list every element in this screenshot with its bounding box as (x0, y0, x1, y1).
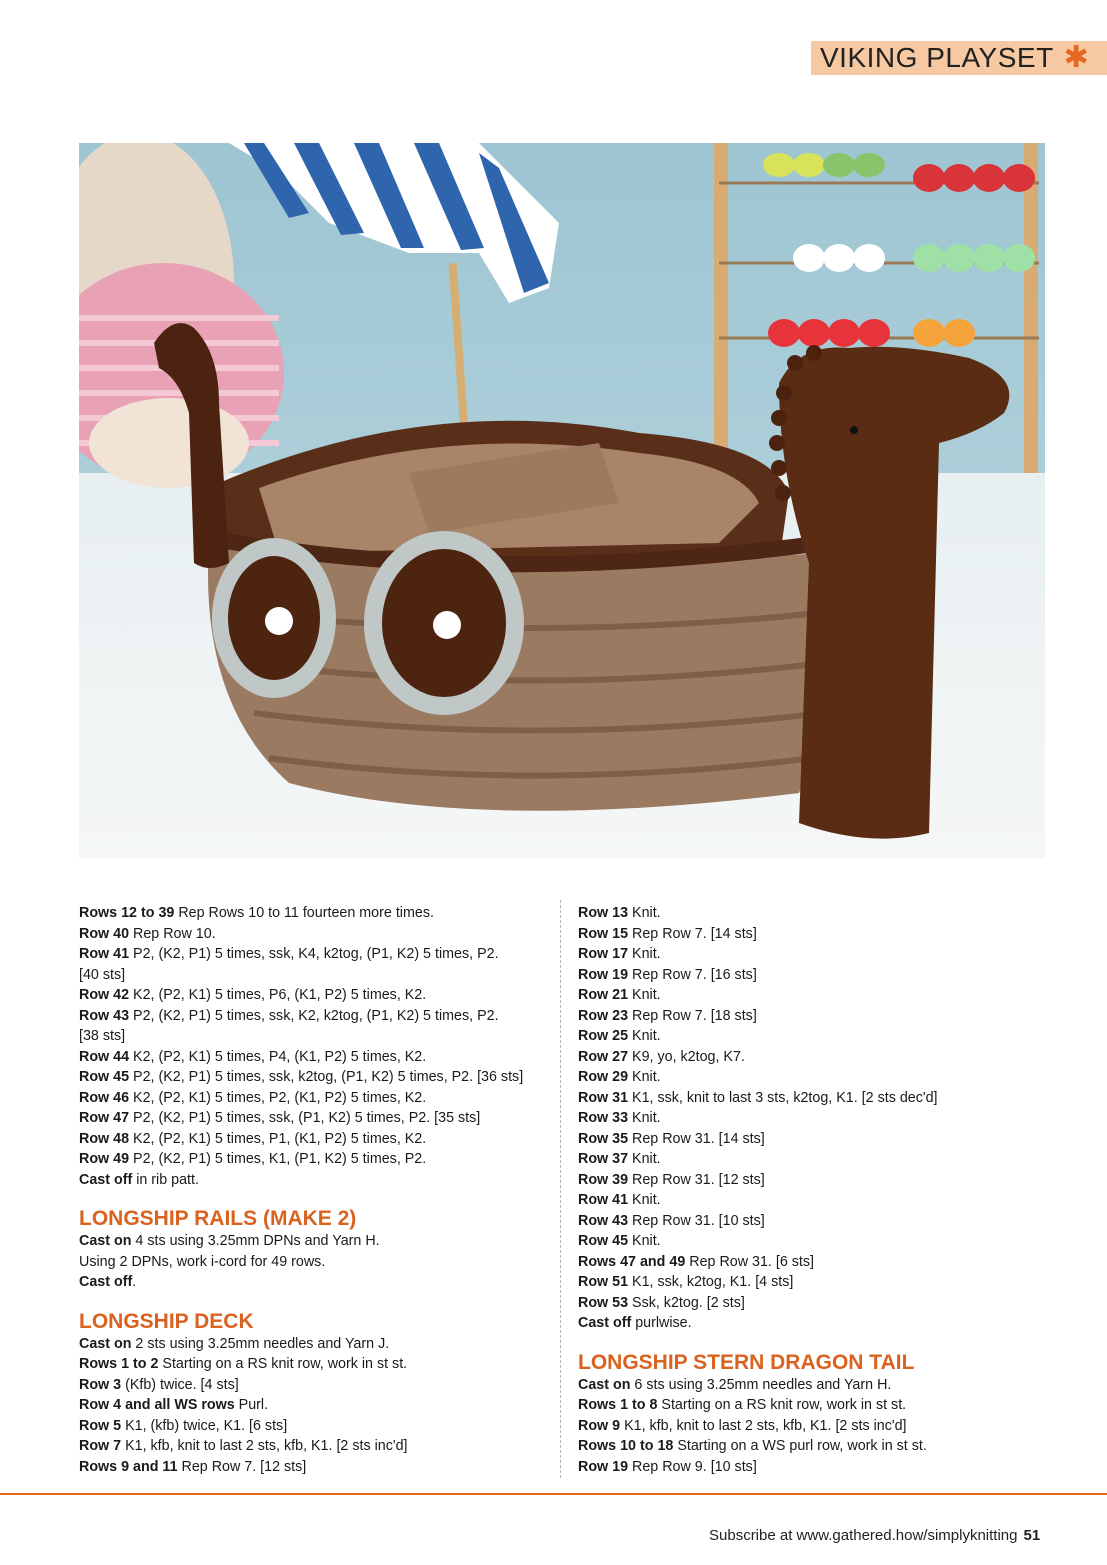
instruction-text: K2, (P2, K1) 5 times, P1, (K1, P2) 5 times, K2. (129, 1130, 427, 1147)
instruction-line (578, 1313, 998, 1334)
instruction-text: K1, kfb, knit to last 2 sts, kfb, K1. [2 sts inc'd] (620, 1417, 907, 1434)
instruction-text: P2, (K2, P1) 5 times, ssk, (P1, K2) 5 times, P2. [35 sts] (129, 1110, 481, 1126)
row-label: Row 51 (578, 1274, 629, 1290)
instruction-text: Rep Row 7. [14 sts] (628, 925, 757, 942)
page-number: 51 (1023, 1527, 1041, 1544)
instruction-line (578, 1170, 998, 1191)
instruction-line (578, 1088, 998, 1109)
instruction-text: P2, (K2, P1) 5 times, ssk, K4, k2tog, (P1, K2) 5 times, P2. (129, 946, 499, 962)
instruction-line (578, 1129, 998, 1150)
row-label: Row 42 (79, 987, 130, 1003)
row-label: Row 25 (578, 1028, 629, 1044)
row-label: Cast on (79, 1335, 132, 1352)
row-label: Row 47 (79, 1110, 130, 1126)
instruction-line (79, 985, 549, 1006)
instruction-text: Knit. (628, 905, 661, 921)
row-label: Row 29 (578, 1069, 629, 1085)
row-label: Row 19 (578, 966, 629, 983)
instruction-text: K1, (kfb) twice, K1. [6 sts] (121, 1417, 288, 1434)
instruction-text: 2 sts using 3.25mm needles and Yarn J. (131, 1335, 390, 1352)
row-label: Rows 9 and 11 (79, 1458, 178, 1475)
instruction-line (578, 1026, 998, 1047)
instruction-text: Knit. (628, 987, 661, 1003)
instruction-line (79, 1026, 549, 1047)
instruction-text: [40 sts] (79, 966, 126, 983)
footer-rule (0, 1493, 1107, 1495)
section-title: VIKING PLAYSET (820, 42, 1054, 73)
instruction-text: Knit. (628, 946, 661, 962)
instruction-text: Knit. (628, 1192, 661, 1208)
row-label: Cast off (578, 1315, 632, 1331)
row-label: Row 45 (79, 1069, 130, 1085)
instruction-line (578, 1108, 998, 1129)
instruction-text: . (132, 1274, 137, 1290)
instruction-text: purlwise. (631, 1315, 692, 1331)
instruction-text: Knit. (628, 1151, 661, 1167)
instruction-text: P2, (K2, P1) 5 times, ssk, k2tog, (P1, K2) 5 times, P2. [36 sts] (129, 1069, 524, 1085)
instruction-text: Rep Row 31. [6 sts] (685, 1253, 815, 1270)
instruction-text: Starting on a WS purl row, work in st st. (673, 1438, 927, 1454)
instruction-line (578, 1252, 998, 1273)
instruction-line (578, 1395, 998, 1416)
knitted-viking-longship-photo (79, 143, 1045, 858)
row-label: Rows 1 to 8 (578, 1397, 658, 1413)
instruction-text: Using 2 DPNs, work i-cord for 49 rows. (79, 1253, 326, 1270)
subscribe-link[interactable]: Subscribe at www.gathered.how/simplyknitting (709, 1527, 1018, 1544)
row-label: Cast off (79, 1274, 133, 1290)
instruction-text: (Kfb) twice. [4 sts] (121, 1376, 239, 1393)
instruction-text: Knit. (628, 1233, 661, 1249)
instruction-text: Starting on a RS knit row, work in st st. (657, 1397, 907, 1413)
row-label: Row 23 (578, 1007, 629, 1024)
row-label: Cast off (79, 1171, 133, 1188)
row-label: Row 17 (578, 946, 629, 962)
instruction-text: Rep Row 31. [10 sts] (628, 1212, 765, 1229)
row-label: Rows 1 to 2 (79, 1356, 159, 1372)
instruction-line (79, 1375, 549, 1396)
instruction-text: Knit. (628, 1110, 661, 1126)
row-label: Cast on (578, 1376, 631, 1393)
instruction-line (79, 944, 549, 965)
instruction-line (578, 1190, 998, 1211)
flower-star-icon: ✱ (1063, 41, 1089, 74)
instruction-line (79, 1129, 549, 1150)
instruction-text: Starting on a RS knit row, work in st st. (158, 1356, 408, 1372)
instruction-line (79, 1088, 549, 1109)
row-label: Row 5 (79, 1417, 122, 1434)
section-heading: LONGSHIP RAILS (MAKE 2) (79, 1207, 357, 1230)
row-label: Row 33 (578, 1110, 629, 1126)
row-label: Row 4 and all WS rows (79, 1397, 235, 1413)
instruction-text: Rep Row 31. [12 sts] (628, 1171, 765, 1188)
instruction-line (578, 1436, 998, 1457)
row-label: Row 45 (578, 1233, 629, 1249)
instruction-text: Rep Row 7. [12 sts] (177, 1458, 307, 1475)
instruction-text: in rib patt. (132, 1171, 199, 1188)
instruction-line (578, 1375, 998, 1396)
column-divider (560, 900, 561, 1478)
instruction-text: K2, (P2, K1) 5 times, P2, (K1, P2) 5 times, K2. (129, 1089, 427, 1106)
row-label: Row 44 (79, 1048, 130, 1065)
instruction-text: Rep Row 7. [16 sts] (628, 966, 757, 983)
row-label: Row 7 (79, 1438, 122, 1454)
instruction-line (578, 1272, 998, 1293)
instruction-text: Rep Row 7. [18 sts] (628, 1007, 757, 1024)
row-label: Row 19 (578, 1458, 629, 1475)
instruction-line (79, 1457, 549, 1478)
row-label: Row 43 (578, 1212, 629, 1229)
left-column (79, 903, 549, 1477)
instruction-line (79, 924, 549, 945)
instruction-line (79, 1006, 549, 1027)
instruction-line (578, 1293, 998, 1314)
row-label: Row 39 (578, 1171, 629, 1188)
instruction-text: Purl. (234, 1397, 269, 1413)
instruction-line (578, 924, 998, 945)
row-label: Row 3 (79, 1376, 122, 1393)
instruction-line (79, 1149, 549, 1170)
instruction-line (79, 1170, 549, 1191)
instruction-line (79, 1231, 549, 1252)
section-heading: LONGSHIP DECK (79, 1309, 254, 1333)
instruction-text: [38 sts] (79, 1028, 126, 1044)
instruction-line (578, 944, 998, 965)
row-label: Row 9 (578, 1417, 621, 1434)
row-label: Rows 47 and 49 (578, 1253, 686, 1270)
instruction-line (79, 1416, 549, 1437)
instruction-line (578, 1149, 998, 1170)
instruction-line (79, 903, 549, 924)
instruction-text: Rep Row 9. [10 sts] (628, 1458, 757, 1475)
instruction-line (79, 1334, 549, 1355)
row-label: Row 53 (578, 1294, 629, 1311)
section-heading: LONGSHIP STERN DRAGON TAIL (578, 1350, 915, 1374)
row-label: Row 31 (578, 1089, 629, 1106)
footer (709, 1527, 1040, 1544)
instruction-text: K1, ssk, k2tog, K1. [4 sts] (628, 1274, 794, 1290)
instruction-text: Ssk, k2tog. [2 sts] (628, 1294, 745, 1311)
instruction-line (79, 1067, 549, 1088)
instruction-line (578, 1416, 998, 1437)
right-column (578, 903, 998, 1477)
instruction-line (79, 1108, 549, 1129)
instruction-line (578, 1231, 998, 1252)
instruction-line (578, 903, 998, 924)
instruction-text: K9, yo, k2tog, K7. (628, 1048, 745, 1065)
instruction-text: K1, kfb, knit to last 2 sts, kfb, K1. [2 sts inc'd] (121, 1438, 408, 1454)
instruction-text: Knit. (628, 1028, 661, 1044)
instruction-text: Knit. (628, 1069, 661, 1085)
row-label: Rows 10 to 18 (578, 1438, 674, 1454)
instruction-text: Rep Rows 10 to 11 fourteen more times. (174, 905, 434, 921)
instruction-line (578, 1067, 998, 1088)
row-label: Row 41 (578, 1192, 629, 1208)
row-label: Row 49 (79, 1151, 130, 1167)
row-label: Row 40 (79, 925, 130, 942)
instruction-text: K2, (P2, K1) 5 times, P4, (K1, P2) 5 times, K2. (129, 1048, 427, 1065)
instruction-text: P2, (K2, P1) 5 times, ssk, K2, k2tog, (P1, K2) 5 times, P2. (129, 1007, 499, 1024)
row-label: Row 43 (79, 1007, 130, 1024)
row-label: Row 48 (79, 1130, 130, 1147)
instruction-text: 4 sts using 3.25mm DPNs and Yarn H. (131, 1233, 380, 1249)
instruction-text: Rep Row 31. [14 sts] (628, 1130, 765, 1147)
row-label: Row 35 (578, 1130, 629, 1147)
instruction-line (578, 1006, 998, 1027)
row-label: Rows 12 to 39 (79, 905, 175, 921)
instruction-line (578, 1457, 998, 1478)
instruction-text: Rep Row 10. (129, 925, 216, 942)
row-label: Row 41 (79, 946, 130, 962)
row-label: Row 21 (578, 987, 629, 1003)
instruction-line (79, 1436, 549, 1457)
instruction-line (79, 1354, 549, 1375)
instruction-text: K1, ssk, knit to last 3 sts, k2tog, K1. [2 sts dec'd] (628, 1089, 938, 1106)
instruction-line (578, 1211, 998, 1232)
instruction-line (79, 1047, 549, 1068)
instruction-text: K2, (P2, K1) 5 times, P6, (K1, P2) 5 times, K2. (129, 987, 427, 1003)
row-label: Row 46 (79, 1089, 130, 1106)
longship-photo (79, 143, 1045, 858)
instruction-line (79, 1252, 549, 1273)
row-label: Row 15 (578, 925, 629, 942)
instruction-line (79, 1395, 549, 1416)
instruction-line (578, 985, 998, 1006)
instruction-line (79, 1272, 549, 1293)
instruction-text: 6 sts using 3.25mm needles and Yarn H. (630, 1376, 892, 1393)
row-label: Cast on (79, 1233, 132, 1249)
instruction-line (79, 965, 549, 986)
instruction-line (578, 1047, 998, 1068)
row-label: Row 37 (578, 1151, 629, 1167)
row-label: Row 27 (578, 1048, 629, 1065)
row-label: Row 13 (578, 905, 629, 921)
instruction-text: P2, (K2, P1) 5 times, K1, (P1, K2) 5 times, P2. (129, 1151, 427, 1167)
instruction-line (578, 965, 998, 986)
section-tag (811, 41, 1107, 75)
